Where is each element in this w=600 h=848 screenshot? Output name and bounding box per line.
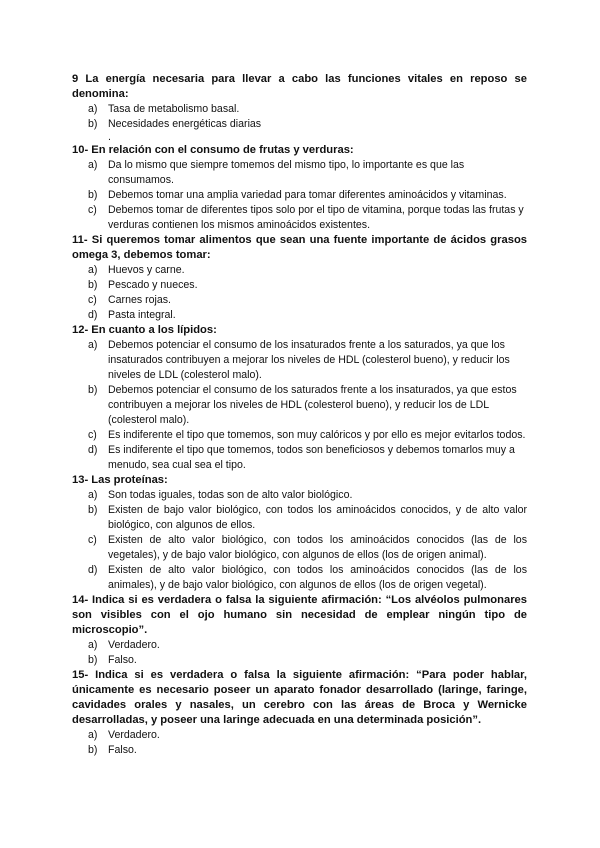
option-marker: d) [88,309,98,321]
exam-page [72,72,527,758]
option-text: Huevos y carne. [108,264,185,276]
option-a [72,488,527,503]
option-marker: b) [88,504,98,516]
option-d [72,308,527,323]
option-text: Es indiferente el tipo que tomemos, son muy calóricos y por ello es mejor evitarlos todos. [108,429,526,441]
option-marker: b) [88,654,98,666]
question-12 [72,323,527,473]
question-15 [72,668,527,758]
option-marker: c) [88,294,97,306]
option-c [72,293,527,308]
option-marker: b) [88,189,98,201]
options-list [72,158,527,233]
option-marker: a) [88,103,98,115]
question-title: 12- En cuanto a los lípidos: [72,324,217,336]
option-b [72,278,527,293]
option-b [72,117,527,132]
option-text: Debemos tomar de diferentes tipos solo por el tipo de vitamina, porque todas las frutas y verduras contienen los mismos aminoácidos existentes. [108,204,524,231]
options-list [72,638,527,668]
option-b [72,383,527,428]
option-text: Falso. [108,744,137,756]
option-marker: c) [88,204,97,216]
option-a [72,158,527,188]
option-marker: d) [88,444,98,456]
option-text: Existen de bajo valor biológico, con todos los aminoácidos conocidos, y de alto valor biológico, con algunos de ellos. [108,504,527,531]
question-9 [72,72,527,143]
option-marker: b) [88,118,98,130]
question-13 [72,473,527,593]
option-text: Debemos potenciar el consumo de los saturados frente a los insaturados, ya que estos contribuyen a mejorar los niveles de HDL (colesterol bueno), y reducir los de LDL (colesterol malo). [108,384,517,426]
option-text: Pasta integral. [108,309,176,321]
option-marker: d) [88,564,98,576]
option-a [72,263,527,278]
option-marker: a) [88,729,98,741]
option-text: Pescado y nueces. [108,279,198,291]
option-marker: a) [88,159,98,171]
option-a [72,728,527,743]
options-list [72,102,527,132]
option-text: Necesidades energéticas diarias [108,118,262,130]
option-b [72,503,527,533]
options-list [72,338,527,473]
option-b [72,188,527,203]
option-text: Carnes rojas. [108,294,171,306]
option-text: Verdadero. [108,729,160,741]
option-text: Son todas iguales, todas son de alto valor biológico. [108,489,353,501]
question-11 [72,233,527,323]
option-marker: c) [88,534,97,546]
stray-period: . [108,131,111,143]
option-text: Da lo mismo que siempre tomemos del mismo tipo, lo importante es que las consumamos. [108,159,465,186]
question-title: 13- Las proteínas: [72,474,168,486]
option-c [72,203,527,233]
options-list [72,488,527,593]
option-d [72,563,527,593]
option-c [72,428,527,443]
option-marker: b) [88,744,98,756]
option-text: Es indiferente el tipo que tomemos, todos son beneficiosos y debemos tomarlos muy a menudo, sea cual sea el tipo. [108,444,515,471]
question-10 [72,143,527,233]
option-marker: c) [88,429,97,441]
option-marker: a) [88,639,98,651]
option-marker: a) [88,339,98,351]
question-title: 10- En relación con el consumo de frutas y verduras: [72,144,354,156]
option-text: Falso. [108,654,137,666]
option-text: Existen de alto valor biológico, con todos los aminoácidos conocidos (las de los animales), y de bajo valor biológico, con algunos de ellos (los de origen vegetal). [108,564,527,591]
option-a [72,102,527,117]
option-a [72,638,527,653]
option-marker: b) [88,279,98,291]
option-text: Existen de alto valor biológico, con todos los aminoácidos conocidos (las de los vegetales), y de bajo valor biológico, con algunos de ellos (los de origen animal). [108,534,527,561]
options-list [72,728,527,758]
option-text: Verdadero. [108,639,160,651]
option-b [72,743,527,758]
question-title: 9 La energía necesaria para llevar a cabo las funciones vitales en reposo se denomina: [72,73,527,100]
option-marker: a) [88,489,98,501]
question-14 [72,593,527,668]
options-list [72,263,527,323]
option-c [72,533,527,563]
question-title: 11- Si queremos tomar alimentos que sean una fuente importante de ácidos grasos omega 3, debemos tomar: [72,234,527,261]
question-title: 15- Indica si es verdadera o falsa la siguiente afirmación: “Para poder hablar, únicamente es necesario poseer un aparato fonador desarrollado (laringe, faringe, cavidades orales y nasales, un cerebro con las áreas de Broca y Wernicke desarrolladas, y poseer una laringe adecuada en una determinada posición”. [72,669,527,726]
option-b [72,653,527,668]
option-marker: b) [88,384,98,396]
option-d [72,443,527,473]
option-marker: a) [88,264,98,276]
option-text: Debemos tomar una amplia variedad para tomar diferentes aminoácidos y vitaminas. [108,189,507,201]
option-a [72,338,527,383]
option-text: Tasa de metabolismo basal. [108,103,240,115]
question-title: 14- Indica si es verdadera o falsa la siguiente afirmación: “Los alvéolos pulmonares son visibles con el ojo humano sin necesidad de emplear ningún tipo de microscopio”. [72,594,527,636]
option-text: Debemos potenciar el consumo de los insaturados frente a los saturados, ya que los insaturados contribuyen a mejorar los niveles de HDL (colesterol bueno), y reducir los niveles de LDL (colesterol malo). [108,339,510,381]
